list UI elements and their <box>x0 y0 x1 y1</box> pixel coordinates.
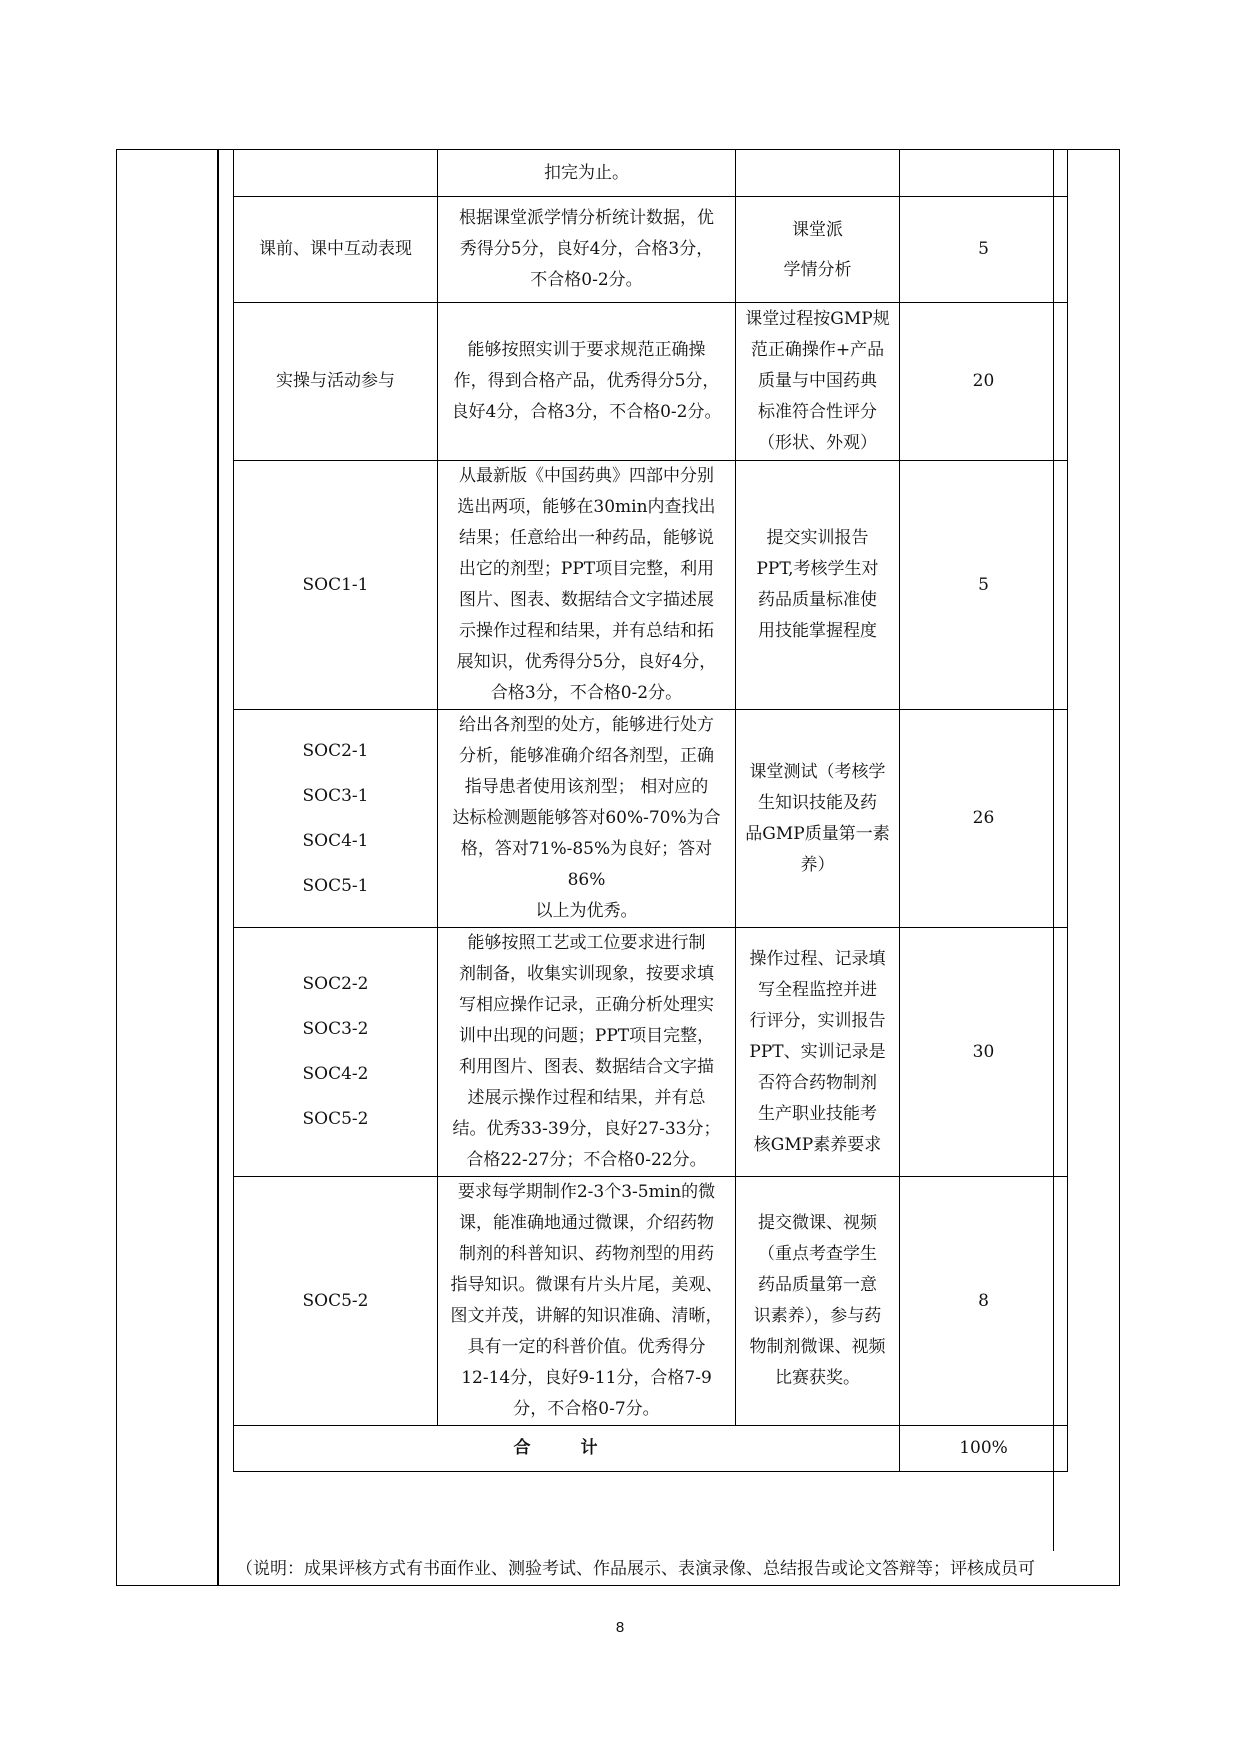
table-row <box>234 1177 1068 1426</box>
item-code: SOC2-2 <box>302 974 369 994</box>
left-column-border <box>217 150 219 1585</box>
criteria-line: 利用图片、图表、数据结合文字描 <box>459 1057 714 1077</box>
method-line: 否符合药物制剂 <box>758 1072 877 1093</box>
method-line: 写全程监控并进 <box>758 979 877 1000</box>
criteria-cell <box>438 710 736 928</box>
table-row <box>234 710 1068 928</box>
method-line: 养） <box>800 854 835 875</box>
criteria-cell <box>438 303 736 461</box>
item-code: SOC4-2 <box>302 1064 369 1084</box>
criteria-line: 以上为优秀。 <box>535 901 638 921</box>
criteria-line: 不合格0-2分。 <box>530 270 643 290</box>
criteria-line: 达标检测题能够答对60%-70%为合 <box>452 808 721 828</box>
method-line: 用技能掌握程度 <box>758 621 877 641</box>
method-line: （重点考查学生 <box>758 1244 877 1264</box>
total-label: 合 计 <box>234 1426 900 1472</box>
criteria-line: 分，不合格0-7分。 <box>513 1399 660 1419</box>
criteria-line: 分析，能够准确介绍各剂型，正确 <box>459 746 714 766</box>
item-cell: SOC1-1 <box>234 461 438 710</box>
method-line: 提交微课、视频 <box>758 1213 877 1233</box>
score-cell: 30 <box>900 928 1068 1177</box>
table-row <box>234 197 1068 303</box>
criteria-line: 具有一定的科普价值。优秀得分 <box>467 1337 706 1357</box>
criteria-line: 训中出现的问题；PPT项目完整， <box>458 1026 715 1046</box>
method-line: 操作过程、记录填 <box>749 948 886 969</box>
method-line: 提交实训报告 <box>766 528 869 548</box>
method-cell <box>736 150 900 197</box>
footnote: （说明：成果评核方式有书面作业、测验考试、作品展示、表演录像、总结报告或论文答辩等；评核成员可 <box>236 1559 1035 1579</box>
criteria-line: 良好4分，合格3分，不合格0-2分。 <box>451 402 722 422</box>
method-line: 生知识技能及药 <box>758 792 877 813</box>
criteria-line: 制剂的科普知识、药物剂型的用药 <box>459 1244 714 1264</box>
score-cell: 8 <box>900 1177 1068 1426</box>
item-cell: 实操与活动参与 <box>234 303 438 461</box>
criteria-line: 出它的剂型；PPT项目完整，利用 <box>458 559 715 579</box>
method-line: 学情分析 <box>783 259 852 280</box>
criteria-line: 指导患者使用该剂型； 相对应的 <box>464 777 709 797</box>
criteria-line: 结果；任意给出一种药品，能够说 <box>459 528 714 548</box>
total-row <box>234 1426 1068 1472</box>
assessment-table-body <box>234 150 1068 1472</box>
method-line: 课堂过程按GMP规 <box>745 309 890 329</box>
item-cell: SOC5-2 <box>234 1177 438 1426</box>
item-cell <box>234 928 438 1177</box>
criteria-line: 作，得到合格产品，优秀得分5分， <box>453 371 720 391</box>
criteria-line: 剂制备，收集实训现象，按要求填 <box>459 964 714 984</box>
method-line: 药品质量第一意 <box>758 1275 877 1295</box>
criteria-cell <box>438 1177 736 1426</box>
method-line: PPT,考核学生对 <box>756 559 879 579</box>
criteria-line: 能够按照实训于要求规范正确操 <box>467 340 706 360</box>
criteria-line: 示操作过程和结果，并有总结和拓 <box>459 621 714 641</box>
method-line: 标准符合性评分 <box>758 402 877 422</box>
table-row <box>234 150 1068 197</box>
method-line: 物制剂微课、视频 <box>749 1337 886 1357</box>
method-line: 质量与中国药典 <box>758 371 877 391</box>
method-line: 课堂派 <box>792 219 843 240</box>
method-line: 生产职业技能考 <box>758 1103 877 1124</box>
page-number: 8 <box>615 1619 625 1636</box>
table-row <box>234 461 1068 710</box>
method-line: 比赛获奖。 <box>775 1368 860 1388</box>
criteria-line: 结。优秀33-39分，良好27-33分； <box>452 1119 721 1139</box>
item-cell: 课前、课中互动表现 <box>234 197 438 303</box>
criteria-line: 图文并茂，讲解的知识准确、清晰， <box>450 1306 723 1326</box>
item-code: SOC5-2 <box>302 1109 369 1129</box>
score-cell: 5 <box>900 197 1068 303</box>
criteria-line: 12-14分，良好9-11分，合格7-9 <box>461 1368 712 1388</box>
criteria-line: 述展示操作过程和结果，并有总 <box>467 1088 706 1108</box>
criteria-line: 根据课堂派学情分析统计数据，优 <box>459 208 714 228</box>
item-code: SOC5-1 <box>302 875 369 896</box>
criteria-line: 合格3分，不合格0-2分。 <box>490 683 683 703</box>
criteria-line: 从最新版《中国药典》四部中分别 <box>459 466 714 486</box>
method-line: 品GMP质量第一素 <box>745 823 890 844</box>
item-cell <box>234 150 438 197</box>
criteria-line: 给出各剂型的处方，能够进行处方 <box>459 715 714 735</box>
item-cell <box>234 710 438 928</box>
criteria-line: 课，能准确地通过微课，介绍药物 <box>459 1213 714 1233</box>
method-line: 课堂测试（考核学 <box>749 761 886 782</box>
criteria-line: 能够按照工艺或工位要求进行制 <box>467 933 706 953</box>
criteria-cell <box>438 150 736 197</box>
criteria-line: 格，答对71%-85%为良好；答对86% <box>460 839 713 890</box>
item-code: SOC3-2 <box>302 1019 369 1039</box>
table-row <box>234 928 1068 1177</box>
method-cell <box>736 303 900 461</box>
criteria-cell <box>438 928 736 1177</box>
method-cell <box>736 197 900 303</box>
score-cell <box>900 150 1068 197</box>
total-score: 100% <box>900 1426 1068 1472</box>
score-cell: 20 <box>900 303 1068 461</box>
criteria-line: 合格22-27分；不合格0-22分。 <box>466 1150 707 1170</box>
method-line: 范正确操作+产品 <box>750 340 885 360</box>
score-cell: 26 <box>900 710 1068 928</box>
criteria-line: 秀得分5分，良好4分，合格3分， <box>459 239 714 259</box>
criteria-cell <box>438 197 736 303</box>
item-code: SOC4-1 <box>302 830 369 851</box>
criteria-line: 扣完为止。 <box>544 162 629 183</box>
criteria-line: 写相应操作记录，正确分析处理实 <box>459 995 714 1015</box>
table-row <box>234 303 1068 461</box>
item-code: SOC3-1 <box>302 785 369 806</box>
method-line: 药品质量标准使 <box>758 590 877 610</box>
method-cell <box>736 928 900 1177</box>
method-line: （形状、外观） <box>758 433 877 453</box>
item-code: SOC2-1 <box>302 740 369 761</box>
criteria-line: 图片、图表、数据结合文字描述展 <box>459 590 714 610</box>
criteria-line: 选出两项，能够在30min内查找出 <box>457 497 716 517</box>
method-line: PPT、实训记录是 <box>749 1041 886 1062</box>
assessment-table <box>233 149 1068 1472</box>
criteria-line: 指导知识。微课有片头片尾，美观、 <box>450 1275 723 1295</box>
criteria-cell <box>438 461 736 710</box>
method-line: 识素养），参与药 <box>753 1306 882 1326</box>
method-line: 行评分，实训报告 <box>749 1010 886 1031</box>
method-cell <box>736 461 900 710</box>
method-cell <box>736 1177 900 1426</box>
score-cell: 5 <box>900 461 1068 710</box>
method-cell <box>736 710 900 928</box>
criteria-line: 展知识，优秀得分5分，良好4分， <box>456 652 717 672</box>
method-line: 核GMP素养要求 <box>753 1134 882 1155</box>
criteria-line: 要求每学期制作2-3个3-5min的微 <box>457 1182 716 1202</box>
